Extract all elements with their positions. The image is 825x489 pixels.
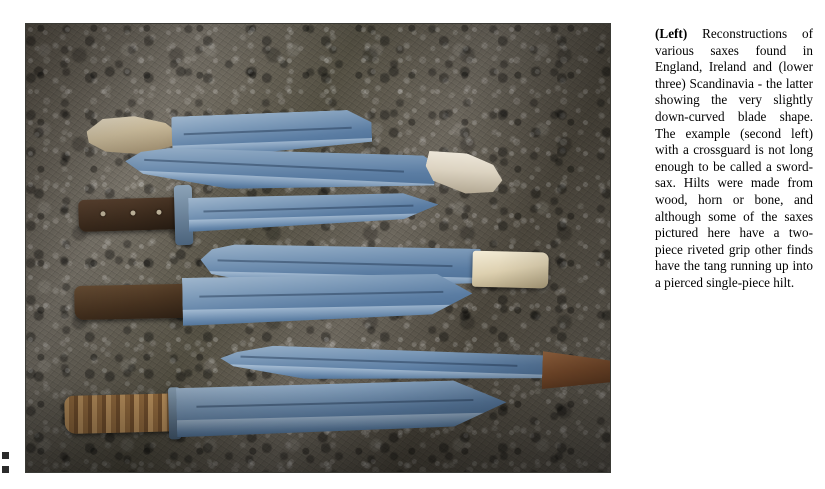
photo-vignette — [26, 24, 610, 472]
figure-photograph — [25, 23, 611, 473]
scan-edge-mark — [2, 466, 9, 473]
caption-lead-label: (Left) — [655, 26, 688, 41]
figure-caption — [655, 26, 813, 292]
caption-text: Reconstructions of various saxes found in England, Ireland and (lower three) Scandinavia - the latter showing the very slightly down-curved blade shape. The example (second left) with a crossguard is not long enough to be called a sword-sax. Hilts were made from wood, horn or bone, and although some of the saxes pictured here have a two-piece riveted grip other finds have the tang running up into a pierced single-piece hilt. — [655, 26, 813, 290]
scan-edge-mark — [2, 452, 9, 459]
